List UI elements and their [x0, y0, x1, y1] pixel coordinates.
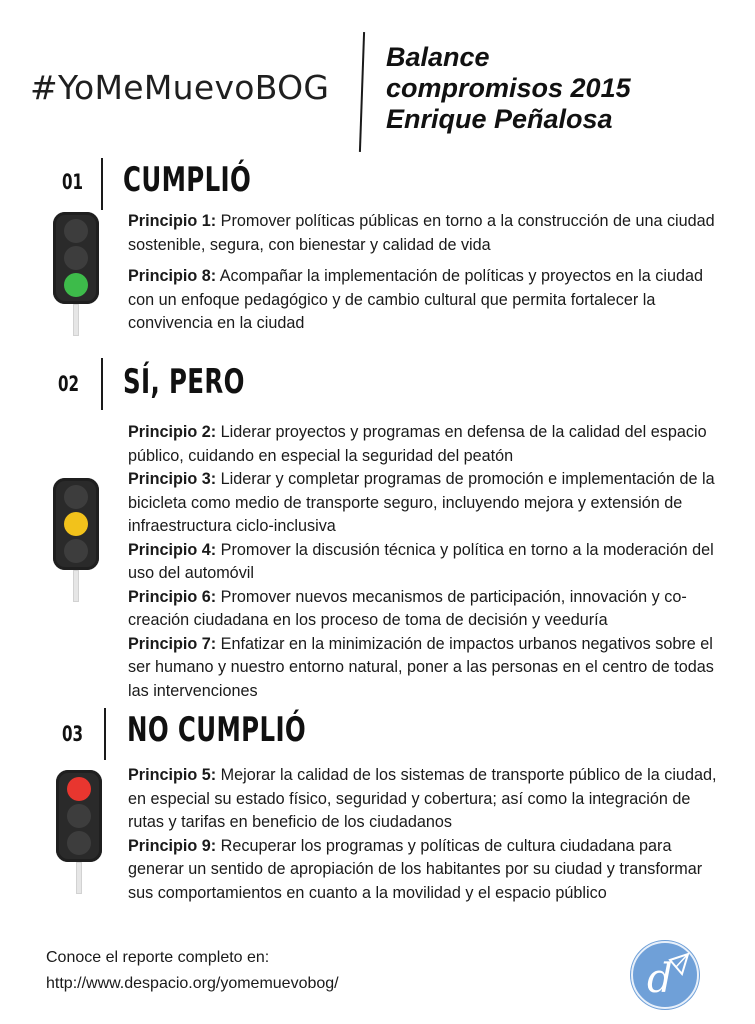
- principle-text: Mejorar la calidad de los sistemas de transporte público de la ciudad, en especial su estado físico, seguridad y cobertura; así como la integración de rutas y tarifas en beneficio de los ciudadanos: [128, 766, 717, 831]
- traffic-light-housing: [53, 212, 99, 304]
- lamp-top: [64, 485, 88, 509]
- principle-label: Principio 2:: [128, 423, 217, 441]
- balance-title-line: Balance: [386, 42, 490, 72]
- principle-item: [128, 265, 728, 336]
- section-number: 02: [58, 372, 80, 396]
- traffic-light-housing: [56, 770, 102, 862]
- balance-title-line: compromisos 2015: [386, 73, 631, 103]
- principle-label: Principio 3:: [128, 470, 217, 488]
- principle-item: [128, 468, 728, 539]
- principle-label: Principio 5:: [128, 766, 217, 784]
- footer: [46, 945, 339, 997]
- footer-caption: Conoce el reporte completo en:: [46, 949, 270, 966]
- balance-title-line: Enrique Peñalosa: [386, 104, 613, 134]
- lamp-yellow-on: [64, 512, 88, 536]
- principle-item: [128, 210, 728, 257]
- principle-label: Principio 8:: [128, 267, 217, 285]
- principle-item: [128, 539, 728, 586]
- lamp-red-on: [67, 777, 91, 801]
- principle-text: Recuperar los programas y políticas de cultura ciudadana para generar un sentido de apropiación de los habitantes por su ciudad y transformar sus comportamientos en cuanto a la movilidad y el espacio público: [128, 836, 703, 902]
- principle-label: Principio 4:: [128, 540, 217, 559]
- section-divider: [101, 358, 103, 410]
- lamp-green-on: [64, 273, 88, 297]
- lamp-middle: [67, 804, 91, 828]
- section-title-cumplio: CUMPLIÓ: [123, 160, 252, 200]
- principle-item: [128, 421, 728, 468]
- section-title-no-cumplio: NO CUMPLIÓ: [127, 710, 307, 750]
- logo-glyph: [630, 940, 700, 1010]
- principle-label: Principio 6:: [128, 587, 217, 606]
- lamp-middle: [64, 246, 88, 270]
- principle-text: Liderar proyectos y programas en defensa de la calidad del espacio público, cuidando en especial la seguridad del peatón: [128, 423, 707, 465]
- section-number: 03: [62, 722, 84, 746]
- traffic-light-pole: [73, 304, 79, 336]
- section-number: 01: [62, 170, 84, 194]
- principles-list-si-pero: [128, 421, 728, 703]
- principle-text: Liderar y completar programas de promoción e implementación de la bicicleta como medio de transporte seguro, incluyendo mejora y extensión de infraestructura ciclo-inclusiva: [128, 470, 715, 535]
- principle-item: [128, 835, 728, 906]
- principle-label: Principio 9:: [128, 836, 217, 855]
- principles-list-cumplio: [128, 210, 728, 336]
- principle-text: Promover nuevos mecanismos de participación, innovación y co-creación ciudadana en los proceso de toma de decisión y veeduría: [128, 587, 687, 629]
- lamp-bottom: [64, 539, 88, 563]
- lamp-bottom: [67, 831, 91, 855]
- principle-label: Principio 1:: [128, 212, 217, 230]
- lamp-top: [64, 219, 88, 243]
- principle-text: Enfatizar en la minimización de impactos urbanos negativos sobre el ser humano y nuestro entorno natural, poner a las personas en el centro de todas las intervenciones: [128, 634, 714, 700]
- principle-text: Promover la discusión técnica y política en torno a la moderación del uso del automóvil: [128, 540, 714, 582]
- principle-item: [128, 586, 728, 633]
- traffic-light-red-icon: [56, 770, 102, 894]
- principle-text: Acompañar la implementación de políticas y proyectos en la ciudad con un enfoque pedagógico y de cambio cultural que permita fortalecer la convivencia en la ciudad: [128, 267, 703, 332]
- traffic-light-housing: [53, 478, 99, 570]
- section-title-si-pero: SÍ, PERO: [123, 362, 245, 402]
- principle-item: [128, 764, 728, 835]
- balance-title: [386, 42, 631, 135]
- section-divider: [101, 158, 103, 210]
- traffic-light-pole: [73, 570, 79, 602]
- header-divider: [359, 32, 365, 152]
- principle-label: Principio 7:: [128, 634, 217, 653]
- section-divider: [104, 708, 106, 760]
- traffic-light-pole: [76, 862, 82, 894]
- principle-text: Promover políticas públicas en torno a la construcción de una ciudad sostenible, segura, con bienestar y calidad de vida: [128, 212, 715, 254]
- principle-item: [128, 633, 728, 704]
- despacio-logo-icon: [630, 940, 700, 1010]
- traffic-light-green-icon: [53, 212, 99, 336]
- report-link[interactable]: http://www.despacio.org/yomemuevobog/: [46, 975, 339, 992]
- logo-letter: d: [647, 956, 673, 1002]
- traffic-light-yellow-icon: [53, 478, 99, 602]
- principles-list-no-cumplio: [128, 764, 728, 905]
- hashtag-title: #YoMeMuevoBOG: [30, 68, 330, 107]
